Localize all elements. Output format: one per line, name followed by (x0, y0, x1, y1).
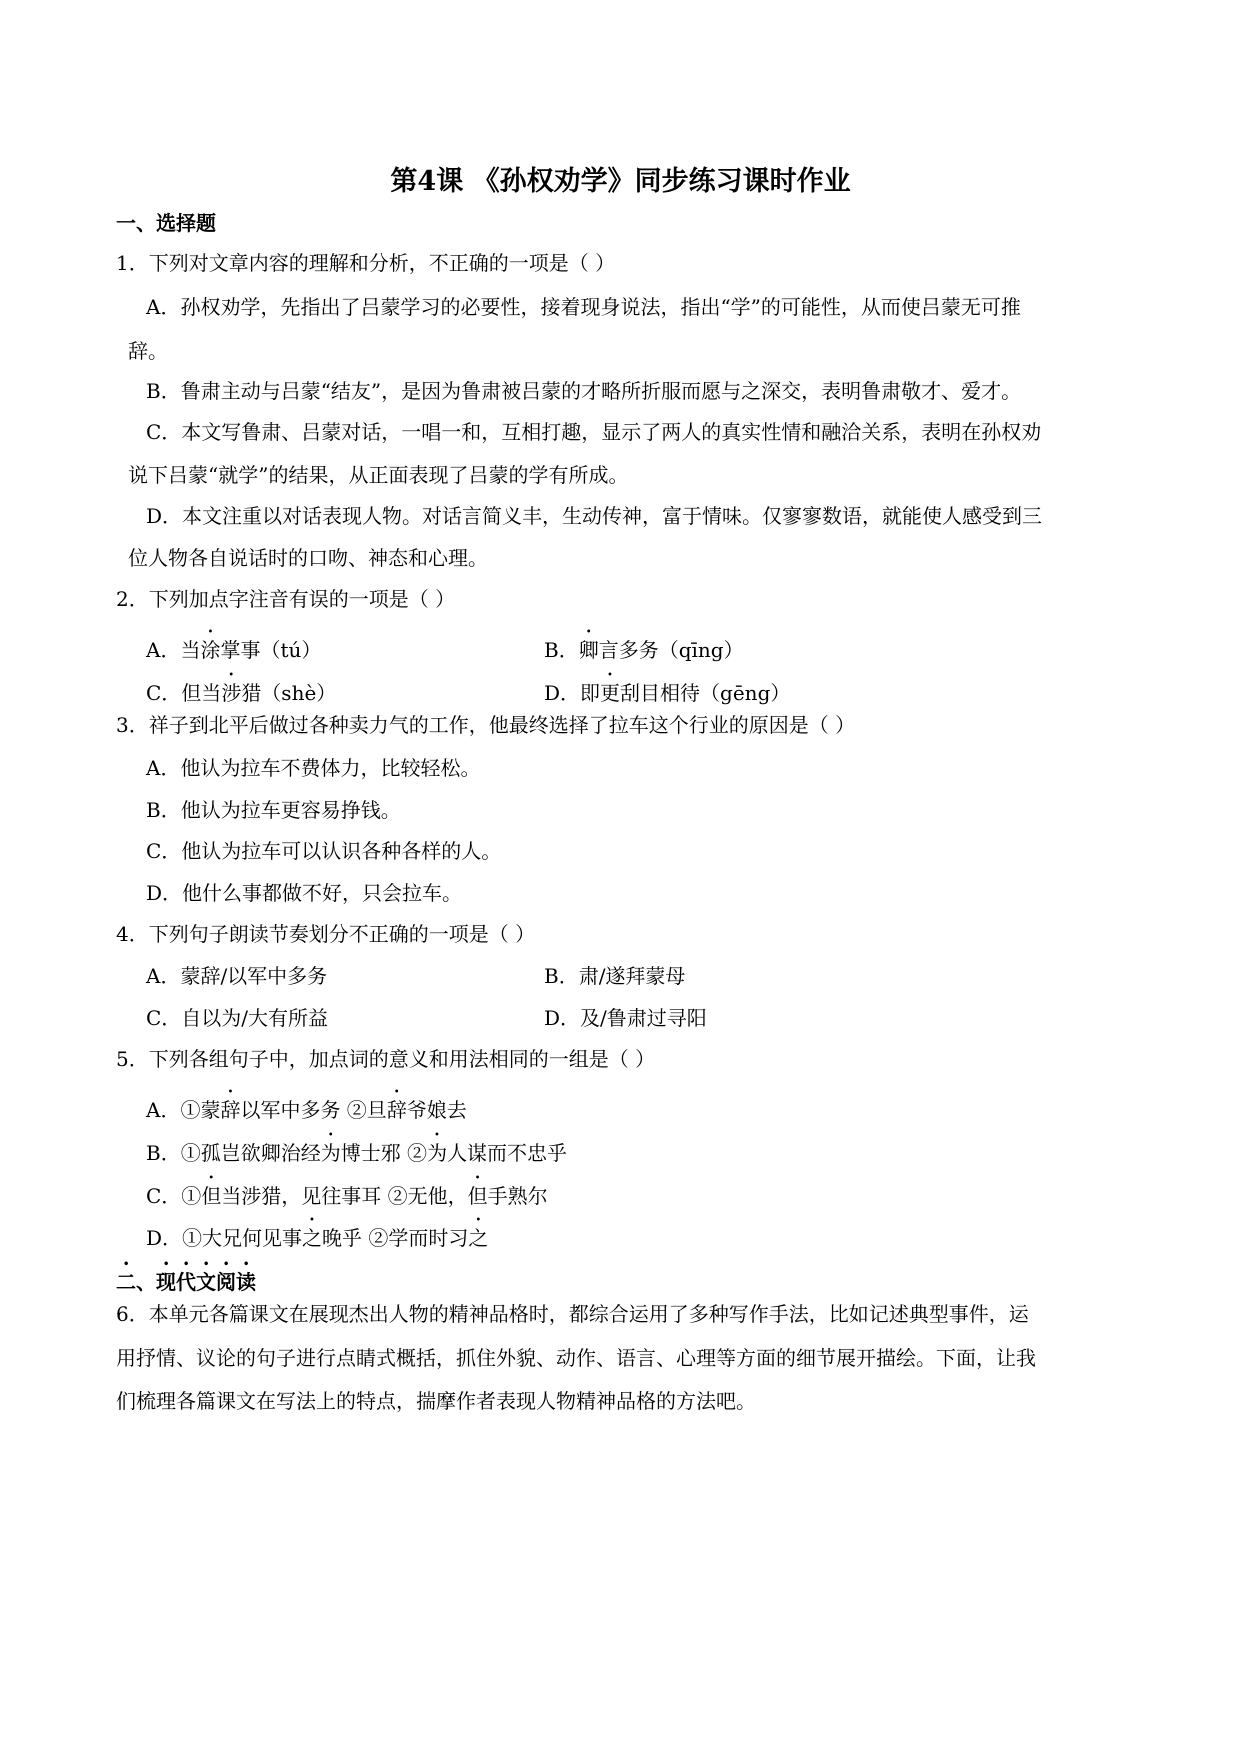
question-6-line-3: 们梳理各篇课文在写法上的特点，揣摩作者表现人物精神品格的方法吧。 (116, 1389, 756, 1413)
question-5-option-c (146, 1173, 548, 1210)
question-1-option-d-cont: 位人物各自说话时的口吻、神态和心理。 (128, 546, 488, 570)
question-2-option-b (544, 627, 744, 664)
option-text: 晚乎 ②学而时习 (322, 1226, 469, 1250)
question-4-option-b: B．肃/遂拜蒙母 (544, 964, 686, 988)
question-3-option-a: A．他认为拉车不费体力，比较轻松。 (146, 756, 481, 780)
question-1-option-c-cont: 说下吕蒙“就学”的结果，从正面表现了吕蒙的学有所成。 (128, 463, 629, 487)
question-2-stem: 2．下列加点字注音有误的一项是（ ） (116, 587, 456, 611)
question-1-option-a: A．孙权劝学，先指出了吕蒙学习的必要性，接着现身说法，指出“学”的可能性，从而使吕蒙无可推 (146, 295, 1021, 319)
option-text: A．当 (146, 638, 201, 662)
question-1-option-c: C．本文写鲁肃、吕蒙对话，一唱一和，互相打趣，显示了两人的真实性情和融洽关系，表明在孙权劝 (146, 420, 1042, 444)
question-3-option-d: D．他什么事都做不好，只会拉车。 (146, 881, 463, 905)
dotted-char: 但 (467, 1184, 488, 1208)
question-3-option-c: C．他认为拉车可以认识各种各样的人。 (146, 839, 502, 863)
dotted-char: 辞 (220, 1098, 241, 1122)
section-heading-reading: 二、现代文阅读 (116, 1270, 256, 1294)
question-1-option-a-cont: 辞。 (128, 339, 168, 363)
option-text: D．①大兄何见事 (146, 1226, 303, 1250)
question-4-option-c: C．自以为/大有所益 (146, 1006, 329, 1030)
dotted-char: 涂 (200, 638, 221, 662)
option-text: 手熟尔 (487, 1184, 548, 1208)
option-text: D．即 (544, 681, 601, 705)
question-2-option-a (146, 627, 321, 664)
document-title: 第4课 《孙权劝学》同步练习课时作业 (390, 166, 851, 197)
option-text: 猎（shè） (241, 681, 337, 705)
dotted-char: 辞 (386, 1098, 407, 1122)
question-3-stem: 3．祥子到北平后做过各种卖力气的工作，他最终选择了拉车这个行业的原因是（ ） (116, 713, 856, 737)
dotted-char: 为 (427, 1141, 448, 1165)
question-5-option-b (146, 1130, 567, 1167)
question-6-line-2: 用抒情、议论的句子进行点睛式概括，抓住外貌、动作、语言、心理等方面的细节展开描绘。下面，让我 (116, 1346, 1036, 1370)
option-text: 博士邪 ② (340, 1141, 428, 1165)
section-heading-choice: 一、选择题 (116, 211, 216, 235)
question-2-option-d (544, 670, 790, 707)
option-text: 刮目相待（gēng） (620, 681, 791, 705)
question-5-stem: 5．下列各组句子中，加点词的意义和用法相同的一组是（ ） (116, 1047, 656, 1071)
question-5-option-a (146, 1087, 467, 1124)
option-text: C．① (146, 1184, 202, 1208)
option-text: 以军中多务 ②旦 (240, 1098, 387, 1122)
option-text: B．①孤岂欲卿治经 (146, 1141, 321, 1165)
dotted-char: 涉 (221, 681, 242, 705)
dotted-char: 之 (468, 1226, 489, 1250)
question-1-option-d: D．本文注重以对话表现人物。对话言简义丰，生动传神，富于情味。仅寥寥数语，就能使人感受到三 (146, 504, 1043, 528)
option-text: C．但当 (146, 681, 222, 705)
question-5-option-d (146, 1215, 488, 1252)
option-text: 人谋而不忠乎 (447, 1141, 568, 1165)
option-text: 爷娘去 (406, 1098, 467, 1122)
question-4-option-d: D．及/鲁肃过寻阳 (544, 1006, 707, 1030)
question-1-option-b: B．鲁肃主动与吕蒙“结友”，是因为鲁肃被吕蒙的才略所折服而愿与之深交，表明鲁肃敬才、爱才。 (146, 379, 1022, 403)
option-text: 掌事（tú） (220, 638, 322, 662)
question-3-option-b: B．他认为拉车更容易挣钱。 (146, 798, 401, 822)
dotted-char: 更 (600, 681, 621, 705)
dotted-char: 之 (302, 1226, 323, 1250)
question-2-option-c (146, 670, 336, 707)
dotted-char: 但 (201, 1184, 222, 1208)
question-6-line-1: 6．本单元各篇课文在展现杰出人物的精神品格时，都综合运用了多种写作手法，比如记述典型事件，运 (116, 1302, 1029, 1326)
question-4-option-a: A．蒙辞/以军中多务 (146, 964, 328, 988)
option-text: B． (544, 638, 579, 662)
question-1-stem: 1．下列对文章内容的理解和分析，不正确的一项是（ ） (116, 251, 616, 275)
dotted-char: 卿 (578, 638, 599, 662)
option-text: 言多务（qīng） (598, 638, 744, 662)
dotted-char: 为 (320, 1141, 341, 1165)
question-4-stem: 4．下列句子朗读节奏划分不正确的一项是（ ） (116, 922, 536, 946)
option-text: 当涉猎，见往事耳 ②无他， (221, 1184, 468, 1208)
option-text: A．①蒙 (146, 1098, 221, 1122)
